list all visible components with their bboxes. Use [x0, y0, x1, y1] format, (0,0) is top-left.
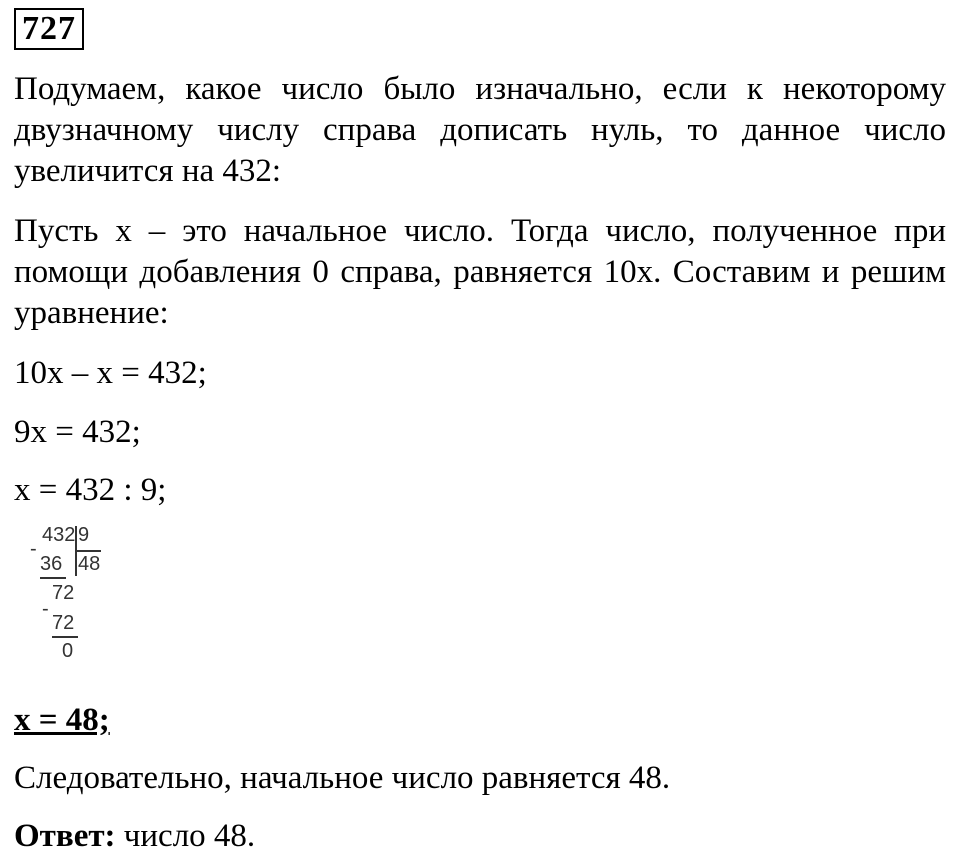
long-division — [30, 520, 120, 670]
answer-text: число 48. — [115, 818, 256, 854]
division-final-remainder: 0 — [62, 640, 74, 662]
problem-reasoning: Подумаем, какое число было изначально, если к некоторому двузначному числу справа дописать нуль, то данное число увеличится на 432: — [14, 71, 946, 189]
equation-2: 9x = 432; — [14, 414, 141, 450]
division-remainder-1: 72 — [52, 582, 75, 604]
division-subtrahend-1: 36 — [40, 553, 63, 575]
result-line: x = 48; — [14, 702, 110, 738]
division-minus-2: - — [42, 598, 49, 620]
answer-label: Ответ: — [14, 818, 116, 854]
division-minus-1: - — [30, 538, 37, 560]
equation-setup: Пусть x – это начальное число. Тогда число, полученное при помощи добавления 0 справа, равняется 10x. Составим и решим уравнение: — [14, 213, 946, 331]
division-divisor: 9 — [78, 524, 90, 546]
division-dividend: 432 — [42, 524, 76, 546]
equation-3: x = 432 : 9; — [14, 472, 167, 508]
division-line-2 — [52, 636, 78, 638]
answer-line — [14, 816, 255, 856]
division-quotient: 48 — [78, 553, 101, 575]
division-subtrahend-2: 72 — [52, 612, 75, 634]
problem-number: 727 — [14, 8, 84, 50]
equation-1: 10x – x = 432; — [14, 355, 207, 391]
division-divisor-underline — [75, 550, 101, 552]
conclusion-line: Следовательно, начальное число равняется 48. — [14, 760, 671, 796]
division-line-1 — [40, 577, 66, 579]
